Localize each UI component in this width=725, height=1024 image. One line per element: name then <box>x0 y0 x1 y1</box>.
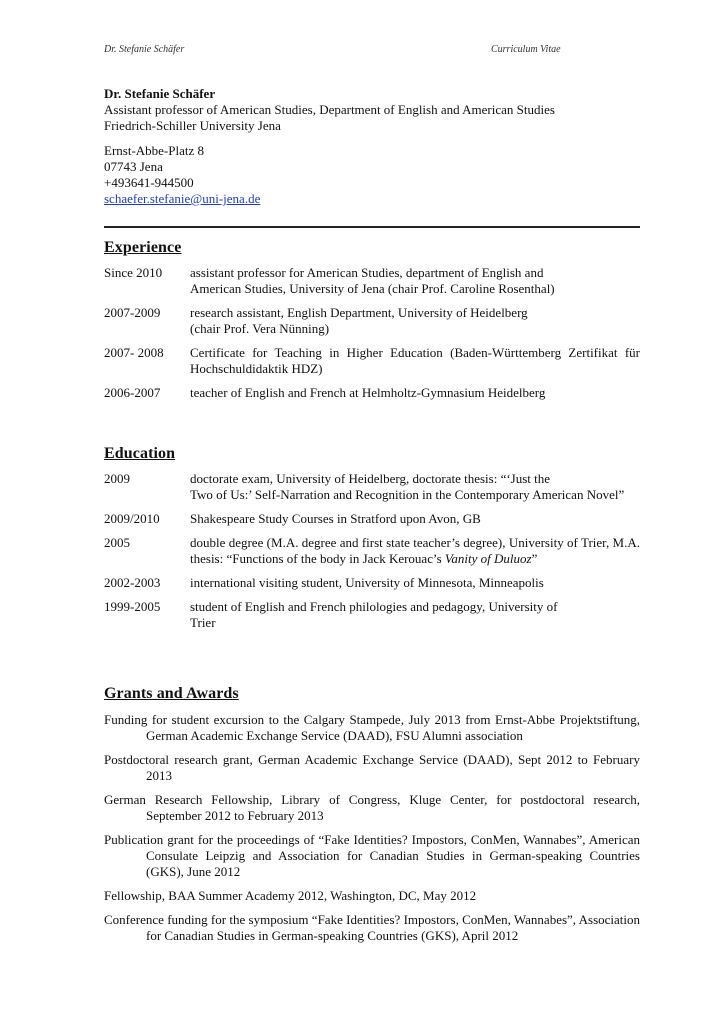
header-author: Dr. Stefanie Schäfer <box>104 44 185 55</box>
education-date: 1999-2005 <box>104 599 161 614</box>
education-description-line: Trier <box>190 615 216 630</box>
experience-item <box>104 265 640 297</box>
experience-description-line: American Studies, University of Jena (chair Prof. Caroline Rosenthal) <box>190 281 555 296</box>
education-text: double degree (M.A. degree and first state teacher’s degree), University of Trier, M.A. thesis: “Functions of the body in Jack Kerouac’s <box>190 535 640 566</box>
education-list <box>104 471 640 639</box>
experience-date: 2007- 2008 <box>104 345 164 360</box>
page-header <box>104 42 561 58</box>
phone-number: +493641-944500 <box>104 175 194 190</box>
experience-description: teacher of English and French at Helmholtz-Gymnasium Heidelberg <box>190 385 546 400</box>
experience-item <box>104 385 640 401</box>
experience-heading: Experience <box>104 239 182 256</box>
email-link[interactable]: schaefer.stefanie@uni-jena.de <box>104 191 261 206</box>
thesis-title: Vanity of Duluoz <box>444 551 532 566</box>
experience-date: Since 2010 <box>104 265 163 280</box>
education-description-line: doctorate exam, University of Heidelberg, doctorate thesis: “‘Just the <box>190 471 551 486</box>
education-description: international visiting student, University of Minnesota, Minneapolis <box>190 575 544 590</box>
grant-item: Publication grant for the proceedings of “Fake Identities? Impostors, ConMen, Wannabes”, American Consulate Leipzig and Association for Canadian Studies in German-speaking Countries (GKS), June 2012 <box>104 832 640 879</box>
address-street: Ernst-Abbe-Platz 8 <box>104 143 205 158</box>
experience-description-line: (chair Prof. Vera Nünning) <box>190 321 330 336</box>
education-item <box>104 471 640 503</box>
education-date: 2009 <box>104 471 130 486</box>
education-description: Two of Us:’ Self-Narration and Recognition in the Contemporary American Novel” <box>190 487 625 502</box>
experience-date: 2006-2007 <box>104 385 161 400</box>
education-date: 2005 <box>104 535 130 550</box>
contact-block <box>104 86 640 207</box>
education-item <box>104 599 640 631</box>
experience-date: 2007-2009 <box>104 305 161 320</box>
education-item <box>104 511 640 527</box>
grant-item: German Research Fellowship, Library of Congress, Kluge Center, for postdoctoral research, September 2012 to February 2013 <box>104 792 640 823</box>
education-description <box>190 535 640 567</box>
education-text: ” <box>531 551 538 566</box>
grant-item: Conference funding for the symposium “Fake Identities? Impostors, ConMen, Wannabes”, Association for Canadian Studies in German-speaking Countries (GKS), April 2012 <box>104 912 640 943</box>
author-position: Assistant professor of American Studies, Department of English and American Studies <box>104 102 555 117</box>
experience-item <box>104 305 640 337</box>
education-description-line: student of English and French philologies and pedagogy, University of <box>190 599 558 614</box>
grant-item: Funding for student excursion to the Calgary Stampede, July 2013 from Ernst-Abbe Projektstiftung, German Academic Exchange Service (DAAD), FSU Alumni association <box>104 712 640 743</box>
education-item <box>104 575 640 591</box>
education-heading: Education <box>104 445 176 462</box>
author-name: Dr. Stefanie Schäfer <box>104 86 216 101</box>
experience-description-line: assistant professor for American Studies, department of English and <box>190 265 544 280</box>
education-date: 2009/2010 <box>104 511 160 526</box>
experience-list <box>104 265 640 409</box>
grant-item: Postdoctoral research grant, German Academic Exchange Service (DAAD), Sept 2012 to February 2013 <box>104 752 640 783</box>
experience-description-line: research assistant, English Department, University of Heidelberg <box>190 305 528 320</box>
header-document-title: Curriculum Vitae <box>491 44 561 55</box>
grants-list <box>104 712 640 952</box>
divider-rule <box>104 226 640 228</box>
experience-item <box>104 345 640 377</box>
experience-description: Certificate for Teaching in Higher Education (Baden-Württemberg Zertifikat für Hochschuldidaktik HDZ) <box>190 345 640 376</box>
grants-heading: Grants and Awards <box>104 685 239 702</box>
education-date: 2002-2003 <box>104 575 161 590</box>
education-item <box>104 535 640 567</box>
education-description: Shakespeare Study Courses in Stratford upon Avon, GB <box>190 511 481 526</box>
grant-item: Fellowship, BAA Summer Academy 2012, Washington, DC, May 2012 <box>104 888 477 903</box>
address-city: 07743 Jena <box>104 159 163 174</box>
author-university: Friedrich-Schiller University Jena <box>104 118 281 133</box>
